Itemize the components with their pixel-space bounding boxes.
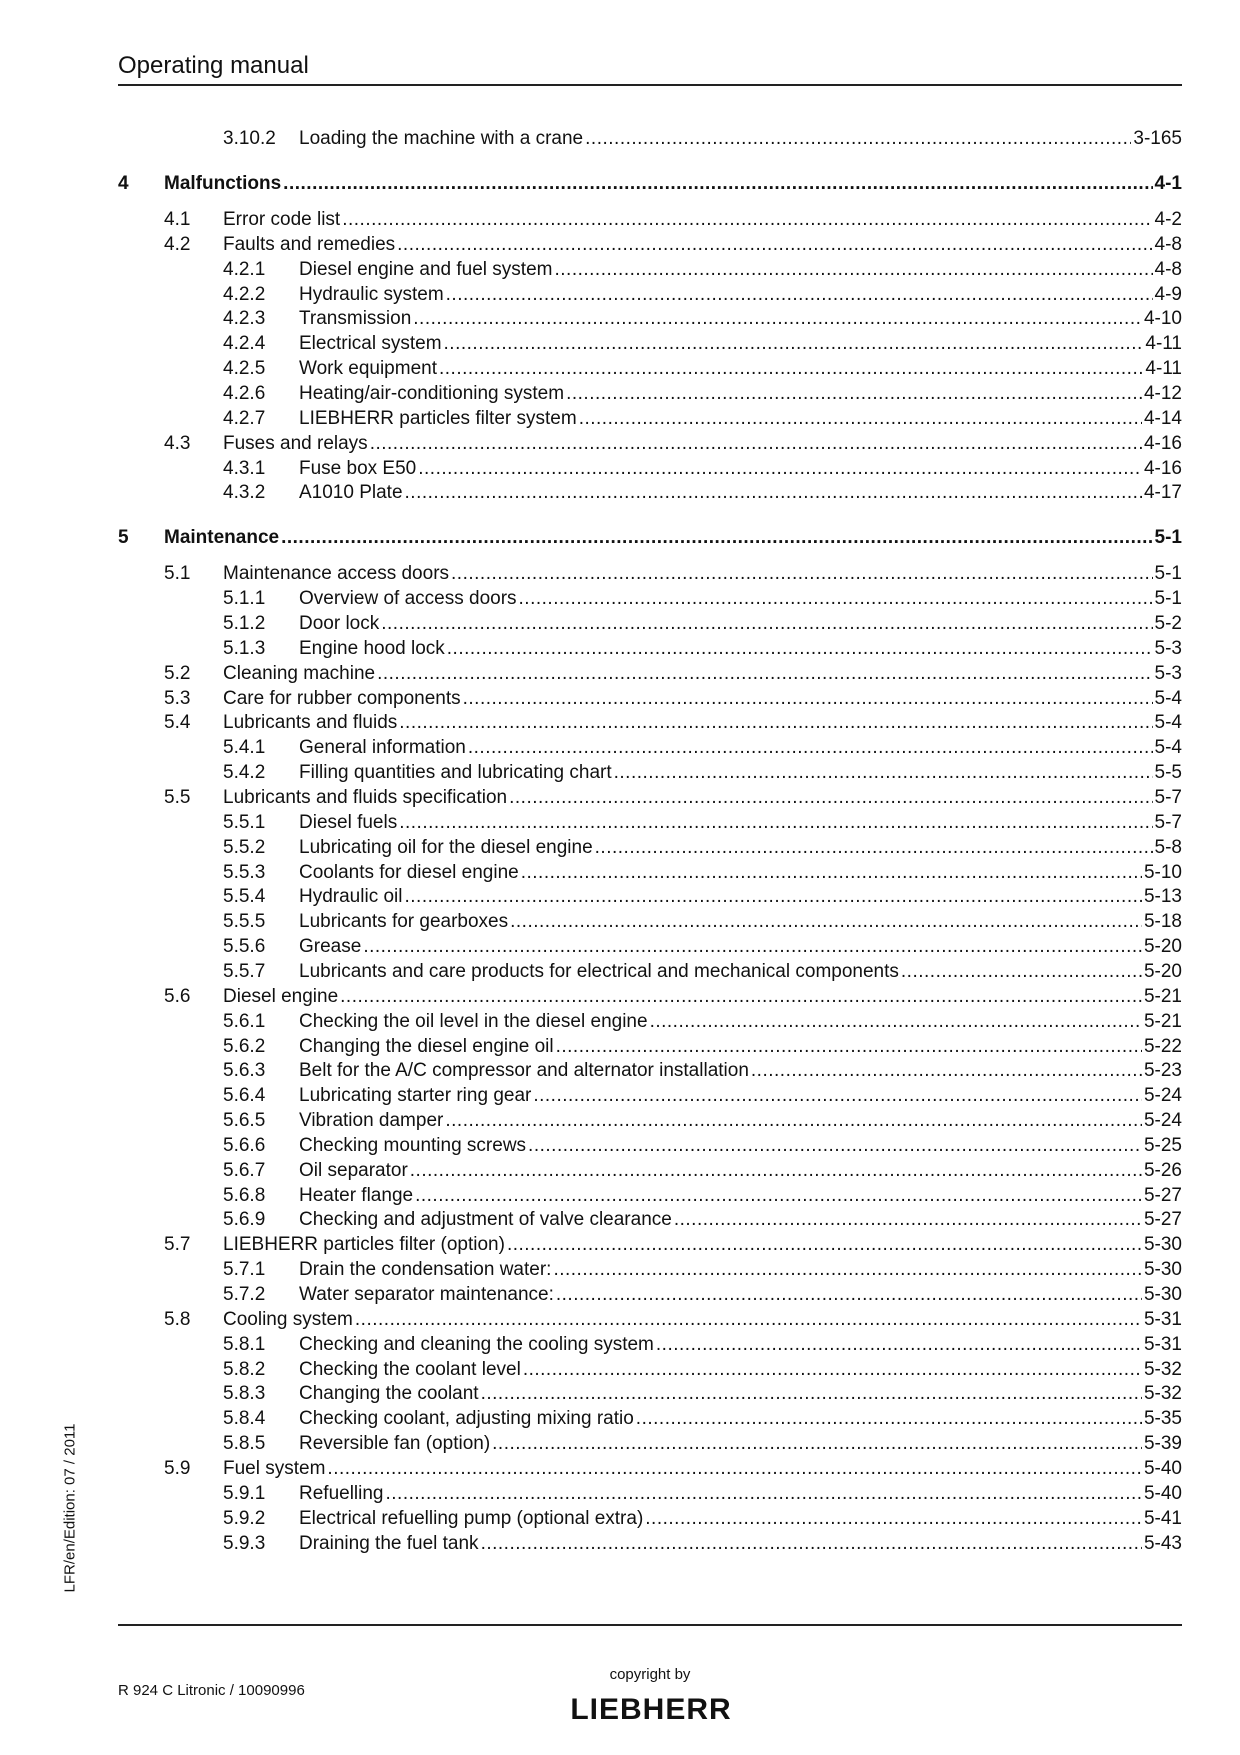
toc-number: 5.5.5 [223, 911, 266, 933]
logo-text: LIEBHERR [570, 1693, 732, 1723]
toc-row [0, 586, 1182, 611]
toc-leader-dots [636, 1406, 1142, 1431]
toc-page-number: 5-3 [1154, 662, 1182, 684]
toc-number: 5 [118, 527, 129, 549]
toc-page-number: 5-21 [1143, 985, 1182, 1007]
toc-leader-dots [439, 356, 1143, 381]
toc-page-number: 5-31 [1143, 1308, 1182, 1330]
toc-leader-dots [399, 710, 1152, 735]
toc-title: Care for rubber components [223, 687, 461, 709]
toc-leader-dots [342, 207, 1152, 232]
toc-number: 5.9 [164, 1457, 191, 1479]
toc-number: 5.9.3 [223, 1532, 266, 1554]
footer-rule [118, 1624, 1182, 1626]
toc-row [0, 431, 1182, 456]
toc-page-number: 4-17 [1143, 482, 1182, 504]
toc-number: 5.1.2 [223, 613, 266, 635]
toc-page-number: 5-5 [1154, 762, 1182, 784]
toc-number: 5.8.1 [223, 1333, 266, 1355]
toc-row [0, 456, 1182, 481]
toc-page-number: 4-11 [1145, 358, 1182, 380]
toc-number: 5.7.1 [223, 1259, 266, 1281]
toc-number: 5.5.6 [223, 936, 266, 958]
toc-page-number: 5-27 [1143, 1184, 1182, 1206]
toc-number: 4.2.7 [223, 407, 266, 429]
toc-leader-dots [645, 1506, 1142, 1531]
toc-leader-dots [585, 126, 1131, 151]
toc-row [0, 1009, 1182, 1034]
toc-page-number: 5-1 [1154, 588, 1182, 610]
toc-leader-dots [468, 735, 1153, 760]
toc-page-number: 5-32 [1143, 1383, 1182, 1405]
toc-row [0, 984, 1182, 1009]
toc-row [0, 1531, 1182, 1556]
toc-title: Fuses and relays [223, 432, 368, 454]
toc-page-number: 5-20 [1143, 936, 1182, 958]
toc-leader-dots [415, 1183, 1142, 1208]
toc-page-number: 5-30 [1143, 1234, 1182, 1256]
toc-leader-dots [413, 306, 1142, 331]
toc-title: Maintenance [164, 527, 280, 549]
toc-title: Overview of access doors [299, 588, 517, 610]
toc-leader-dots [446, 282, 1153, 307]
toc-page-number: 5-40 [1143, 1482, 1182, 1504]
toc-row [0, 1058, 1182, 1083]
toc-row [0, 331, 1182, 356]
toc-title: Filling quantities and lubricating chart [299, 762, 612, 784]
toc-title: Loading the machine with a crane [299, 128, 584, 149]
toc-number: 5.1.1 [223, 588, 266, 610]
toc-number: 5.5 [164, 787, 191, 808]
toc-row [0, 1406, 1182, 1431]
toc-number: 4.2.3 [223, 308, 266, 330]
toc-leader-dots [901, 959, 1142, 984]
toc-title: Lubricating starter ring gear [299, 1085, 532, 1107]
toc-row [0, 785, 1182, 810]
toc-row [0, 1381, 1182, 1406]
toc-title: Door lock [299, 613, 380, 635]
toc-page-number: 5-20 [1143, 960, 1182, 982]
toc-number: 5.6.8 [223, 1184, 266, 1206]
toc-leader-dots [327, 1456, 1142, 1481]
toc-row [0, 1307, 1182, 1332]
toc-page-number: 5-21 [1143, 1010, 1182, 1032]
toc-row [0, 1108, 1182, 1133]
toc-title: Drain the condensation water: [299, 1259, 552, 1281]
toc-number: 5.8.2 [223, 1358, 266, 1380]
toc-row [0, 406, 1182, 431]
toc-page-number: 5-24 [1143, 1110, 1182, 1132]
toc-row [0, 959, 1182, 984]
toc-row [0, 1506, 1182, 1531]
toc-title: Draining the fuel tank [299, 1532, 479, 1554]
toc-number: 5.6.7 [223, 1159, 266, 1181]
toc-row [0, 207, 1182, 232]
toc-row [0, 1207, 1182, 1232]
toc-page-number: 5-1 [1154, 527, 1182, 549]
liebherr-logo [554, 1693, 748, 1723]
toc-number: 5.8.5 [223, 1433, 266, 1455]
toc-page-number: 5-4 [1154, 712, 1182, 734]
toc-row [0, 1034, 1182, 1059]
toc-leader-dots [481, 1531, 1142, 1556]
toc-leader-dots [377, 661, 1152, 686]
toc-page-number: 5-30 [1143, 1284, 1182, 1305]
toc-title: Lubricants and fluids [223, 712, 398, 734]
toc-row [0, 686, 1182, 711]
toc-title: Cooling system [223, 1308, 353, 1330]
toc-number: 4.3.2 [223, 482, 266, 504]
toc-leader-dots [554, 257, 1152, 282]
toc-number: 5.1.3 [223, 637, 266, 659]
toc-page-number: 4-14 [1143, 407, 1182, 429]
toc-number: 4.3 [164, 432, 191, 454]
toc-page-number: 5-32 [1143, 1358, 1182, 1380]
toc-row [0, 1183, 1182, 1208]
toc-leader-dots [445, 1108, 1142, 1133]
toc-row [0, 661, 1182, 686]
toc-row [0, 1357, 1182, 1382]
toc-number: 5.5.3 [223, 861, 266, 883]
toc-title: Hydraulic oil [299, 886, 403, 908]
toc-leader-dots [399, 810, 1152, 835]
toc-number: 4.3.1 [223, 457, 266, 479]
toc-page-number: 5-40 [1143, 1457, 1182, 1479]
toc-title: Malfunctions [164, 173, 282, 194]
toc-leader-dots [340, 984, 1142, 1009]
toc-title: A1010 Plate [299, 482, 403, 504]
toc-leader-dots [447, 636, 1153, 661]
toc-title: Maintenance access doors [223, 563, 450, 585]
toc-number: 5.8 [164, 1308, 191, 1330]
toc-leader-dots [579, 406, 1142, 431]
toc-leader-dots [556, 1034, 1142, 1059]
toc-row [0, 835, 1182, 860]
toc-title: Electrical refuelling pump (optional extra) [299, 1507, 644, 1529]
toc-leader-dots [614, 760, 1153, 785]
toc-number: 4.1 [164, 209, 191, 230]
toc-number: 5.3 [164, 687, 191, 709]
toc-leader-dots [556, 1282, 1142, 1307]
toc-row [0, 1282, 1182, 1307]
toc-page-number: 4-16 [1143, 457, 1182, 479]
toc-row [0, 232, 1182, 257]
toc-number: 4 [118, 173, 129, 194]
toc-page-number: 5-2 [1154, 613, 1182, 635]
toc-page-number: 5-7 [1154, 787, 1182, 808]
toc-row [0, 525, 1182, 550]
toc-page-number: 4-1 [1154, 173, 1182, 194]
toc-page-number: 5-25 [1143, 1134, 1182, 1156]
toc-number: 3.10.2 [223, 128, 276, 149]
toc-row [0, 257, 1182, 282]
toc-row [0, 126, 1182, 151]
toc-page-number: 5-27 [1143, 1209, 1182, 1231]
toc-row [0, 282, 1182, 307]
toc-row [0, 1232, 1182, 1257]
toc-row [0, 480, 1182, 505]
toc-leader-dots [481, 1381, 1142, 1406]
toc-leader-dots [370, 431, 1142, 456]
toc-title: Water separator maintenance: [299, 1284, 554, 1305]
toc-title: Diesel fuels [299, 811, 398, 833]
toc-page-number: 4-16 [1143, 432, 1182, 454]
toc-number: 5.6.2 [223, 1035, 266, 1057]
toc-title: Fuse box E50 [299, 457, 417, 479]
toc-number: 5.5.7 [223, 960, 266, 982]
toc-title: Hydraulic system [299, 283, 444, 305]
toc-row [0, 1083, 1182, 1108]
toc-page-number: 5-1 [1154, 563, 1182, 585]
toc-row [0, 171, 1182, 196]
toc-title: Changing the diesel engine oil [299, 1035, 554, 1057]
toc-row [0, 710, 1182, 735]
toc-leader-dots [418, 456, 1142, 481]
toc-title: Checking the oil level in the diesel engine [299, 1010, 648, 1032]
toc-title: Electrical system [299, 333, 442, 355]
toc-leader-dots [509, 785, 1152, 810]
toc-leader-dots [656, 1332, 1142, 1357]
toc-leader-dots [386, 1481, 1142, 1506]
toc-row [0, 760, 1182, 785]
toc-leader-dots [410, 1158, 1142, 1183]
toc-leader-dots [507, 1232, 1142, 1257]
toc-title: Vibration damper [299, 1110, 444, 1132]
toc-leader-dots [381, 611, 1152, 636]
toc-row [0, 810, 1182, 835]
toc-page-number: 5-26 [1143, 1159, 1182, 1181]
toc-page-number: 4-8 [1154, 258, 1182, 280]
toc-title: Belt for the A/C compressor and alternator installation [299, 1060, 749, 1082]
toc-number: 5.1 [164, 563, 191, 585]
toc-leader-dots [674, 1207, 1142, 1232]
toc-number: 5.7 [164, 1234, 191, 1256]
toc-title: Coolants for diesel engine [299, 861, 519, 883]
toc-row [0, 860, 1182, 885]
toc-title: Oil separator [299, 1159, 408, 1181]
toc-row [0, 381, 1182, 406]
toc-title: Lubricants for gearboxes [299, 911, 509, 933]
toc-leader-dots [281, 525, 1152, 550]
toc-title: Checking and cleaning the cooling system [299, 1333, 654, 1355]
toc-row [0, 1158, 1182, 1183]
toc-number: 5.7.2 [223, 1284, 266, 1305]
toc-title: Reversible fan (option) [299, 1433, 491, 1455]
toc-title: Checking and adjustment of valve clearance [299, 1209, 672, 1231]
toc-row [0, 561, 1182, 586]
toc-title: Diesel engine [223, 985, 339, 1007]
model-number: R 924 C Litronic / 10090996 [118, 1682, 305, 1699]
toc-title: Faults and remedies [223, 233, 396, 255]
toc-page-number: 5-10 [1143, 861, 1182, 883]
toc-number: 5.8.4 [223, 1408, 266, 1430]
toc-row [0, 1257, 1182, 1282]
toc-row [0, 636, 1182, 661]
toc-row [0, 1456, 1182, 1481]
toc-title: Cleaning machine [223, 662, 376, 684]
toc-number: 4.2.1 [223, 258, 266, 280]
toc-number: 5.6.3 [223, 1060, 266, 1082]
toc-leader-dots [463, 686, 1153, 711]
toc-number: 4.2 [164, 233, 191, 255]
toc-title: Work equipment [299, 358, 437, 380]
toc-leader-dots [528, 1133, 1142, 1158]
toc-number: 5.5.4 [223, 886, 266, 908]
toc-number: 5.5.2 [223, 836, 266, 858]
toc-page-number: 5-7 [1154, 811, 1182, 833]
toc-number: 4.2.2 [223, 283, 266, 305]
toc-title: Checking the coolant level [299, 1358, 521, 1380]
toc-number: 5.9.1 [223, 1482, 266, 1504]
toc-page-number: 5-41 [1143, 1507, 1182, 1529]
toc-number: 5.6.6 [223, 1134, 266, 1156]
toc-page-number: 5-30 [1143, 1259, 1182, 1281]
toc-row [0, 1481, 1182, 1506]
toc-page-number: 5-35 [1143, 1408, 1182, 1430]
toc-leader-dots [397, 232, 1152, 257]
toc-number: 5.8.3 [223, 1383, 266, 1405]
toc-leader-dots [283, 171, 1152, 196]
toc-leader-dots [751, 1058, 1142, 1083]
toc-leader-dots [566, 381, 1142, 406]
toc-title: Grease [299, 936, 362, 958]
toc-page-number: 5-31 [1143, 1333, 1182, 1355]
toc-number: 5.9.2 [223, 1507, 266, 1529]
toc-title: Checking mounting screws [299, 1134, 527, 1156]
toc-title: Refuelling [299, 1482, 384, 1504]
toc-title: Engine hood lock [299, 637, 445, 659]
toc-row [0, 1133, 1182, 1158]
toc-number: 5.4 [164, 712, 191, 734]
toc-number: 5.6.5 [223, 1110, 266, 1132]
toc-page-number: 4-9 [1154, 283, 1182, 305]
toc-page-number: 5-43 [1143, 1532, 1182, 1554]
toc-leader-dots [523, 1357, 1142, 1382]
toc-leader-dots [404, 884, 1141, 909]
toc-row [0, 735, 1182, 760]
toc-row [0, 909, 1182, 934]
toc-leader-dots [521, 860, 1142, 885]
toc-page-number: 5-13 [1143, 886, 1182, 908]
header-rule [118, 84, 1182, 86]
toc-title: Error code list [223, 209, 341, 230]
toc-page-number: 5-24 [1143, 1085, 1182, 1107]
toc-title: Transmission [299, 308, 412, 330]
toc-title: LIEBHERR particles filter (option) [223, 1234, 505, 1256]
toc-row [0, 356, 1182, 381]
toc-row [0, 1332, 1182, 1357]
toc-title: LIEBHERR particles filter system [299, 407, 577, 429]
toc-number: 4.2.6 [223, 382, 266, 404]
toc-title: Lubricants and care products for electrical and mechanical components [299, 960, 899, 982]
toc-number: 5.4.1 [223, 737, 266, 759]
toc-leader-dots [533, 1083, 1142, 1108]
toc-leader-dots [595, 835, 1153, 860]
toc-page-number: 4-2 [1154, 209, 1182, 230]
toc-leader-dots [444, 331, 1144, 356]
toc-number: 5.2 [164, 662, 191, 684]
toc-page-number: 4-10 [1143, 308, 1182, 330]
toc-page-number: 3-165 [1133, 128, 1182, 149]
toc-title: Checking coolant, adjusting mixing ratio [299, 1408, 634, 1430]
page-header-title: Operating manual [118, 52, 309, 79]
toc-title: Heater flange [299, 1184, 414, 1206]
toc-row [0, 884, 1182, 909]
toc-number: 4.2.5 [223, 358, 266, 380]
toc-row [0, 611, 1182, 636]
toc-page-number: 5-4 [1154, 737, 1182, 759]
toc-page-number: 5-4 [1154, 687, 1182, 709]
toc-leader-dots [650, 1009, 1142, 1034]
toc-page-number: 5-3 [1154, 637, 1182, 659]
toc-leader-dots [363, 934, 1142, 959]
toc-page-number: 5-23 [1143, 1060, 1182, 1082]
toc-title: Lubricating oil for the diesel engine [299, 836, 593, 858]
toc-page-number: 4-11 [1145, 333, 1182, 355]
toc-page-number: 4-12 [1143, 382, 1182, 404]
toc-row [0, 306, 1182, 331]
toc-number: 5.6.4 [223, 1085, 266, 1107]
toc-number: 5.4.2 [223, 762, 266, 784]
toc-title: Lubricants and fluids specification [223, 787, 508, 808]
toc-number: 5.6.1 [223, 1010, 266, 1032]
copyright-text: copyright by [609, 1666, 691, 1683]
toc-title: Fuel system [223, 1457, 326, 1479]
toc-page-number: 5-18 [1143, 911, 1182, 933]
toc-number: 4.2.4 [223, 333, 266, 355]
toc-page-number: 5-22 [1143, 1035, 1182, 1057]
toc-title: Diesel engine and fuel system [299, 258, 553, 280]
toc-row [0, 934, 1182, 959]
toc-title: Changing the coolant [299, 1383, 479, 1405]
toc-leader-dots [405, 480, 1142, 505]
toc-leader-dots [492, 1431, 1142, 1456]
toc-title: General information [299, 737, 466, 759]
toc-leader-dots [355, 1307, 1142, 1332]
toc-number: 5.6 [164, 985, 191, 1007]
toc-leader-dots [519, 586, 1153, 611]
toc-page-number: 4-8 [1154, 233, 1182, 255]
toc-number: 5.5.1 [223, 811, 266, 833]
toc-number: 5.6.9 [223, 1209, 266, 1231]
edition-text: LFR/en/Edition: 07 / 2011 [61, 1423, 79, 1593]
toc-leader-dots [510, 909, 1142, 934]
toc-page-number: 5-39 [1143, 1433, 1182, 1455]
toc-title: Heating/air-conditioning system [299, 382, 565, 404]
toc-leader-dots [451, 561, 1153, 586]
toc-leader-dots [553, 1257, 1142, 1282]
toc-page-number: 5-8 [1154, 836, 1182, 858]
toc-row [0, 1431, 1182, 1456]
